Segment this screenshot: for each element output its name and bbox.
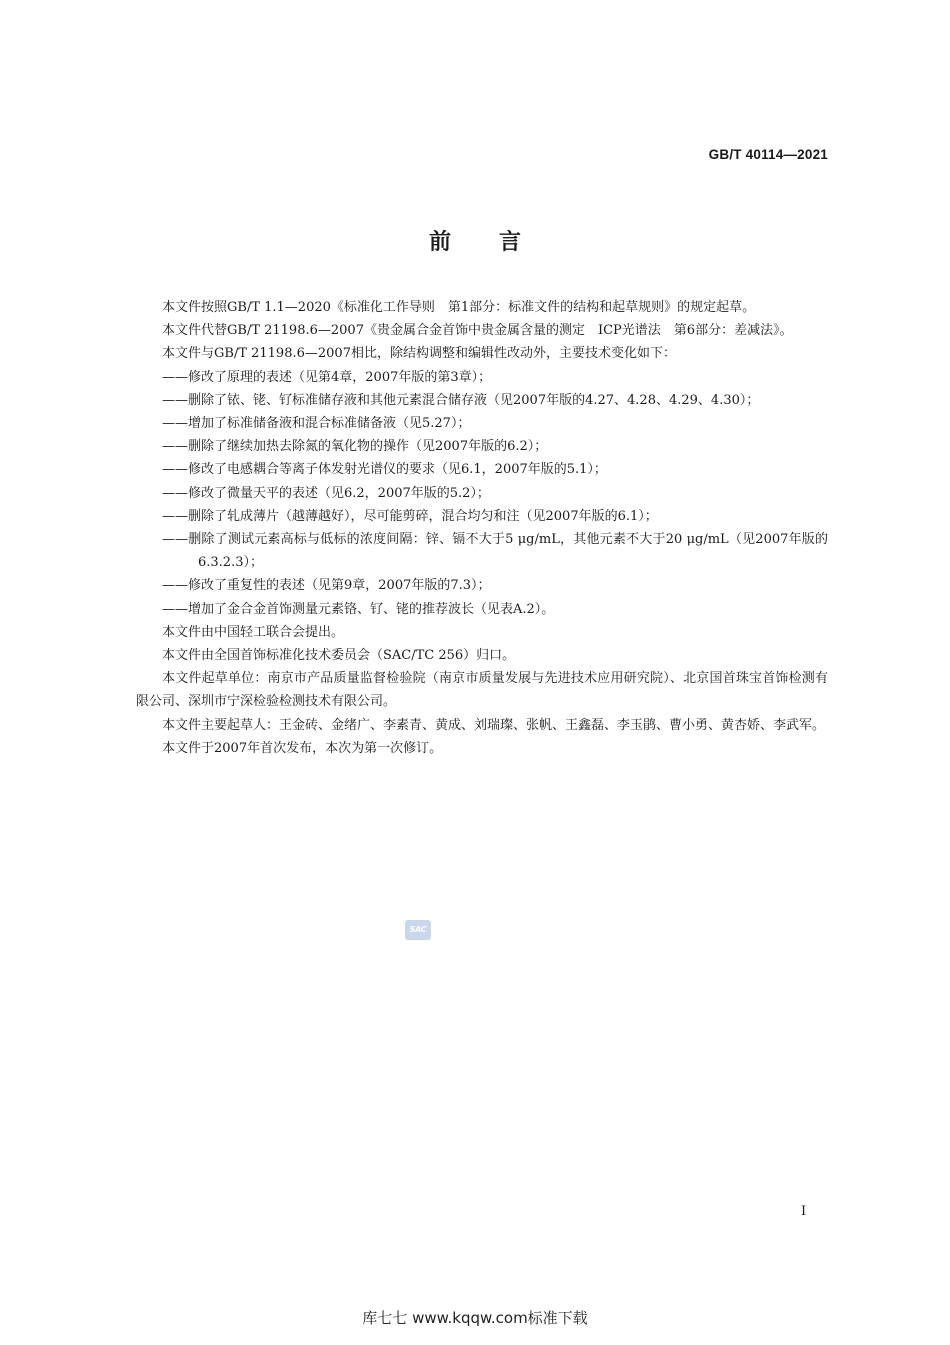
change-item: ——修改了电感耦合等离子体发射光谱仪的要求（见6.1，2007年版的5.1）； — [162, 462, 607, 478]
sac-watermark-logo: SAC — [405, 920, 431, 940]
change-item: ——删除了轧成薄片（越薄越好），尽可能剪碎，混合均匀和注（见2007年版的6.1）； — [162, 508, 658, 524]
change-item: ——增加了标准储备液和混合标准储备液（见5.27）； — [162, 416, 471, 432]
paragraph-history: 本文件于2007年首次发布，本次为第一次修订。 — [162, 740, 443, 756]
paragraph-drafting-units: 本文件起草单位：南京市产品质量监督检验院（南京市质量发展与先进技术应用研究院）、北京国首珠宝首饰检测有限公司、深圳市宁深检验检测技术有限公司。 — [136, 671, 828, 710]
change-item: ——修改了重复性的表述（见第9章，2007年版的7.3）； — [162, 578, 491, 594]
paragraph-drafters: 本文件主要起草人：王金砖、金绪广、李素青、黄成、刘瑞璨、张帆、王鑫磊、李玉鹃、曹小勇、黄杏娇、李武军。 — [162, 717, 826, 733]
page-title: 前言 — [428, 230, 569, 255]
change-item: ——修改了原理的表述（见第4章，2007年版的第3章）； — [162, 369, 492, 385]
paragraph-replaces: 本文件代替GB/T 21198.6—2007《贵金属合金首饰中贵金属含量的测定 ICP光谱法 第6部分：差减法》。 — [162, 323, 793, 339]
change-item: ——增加了金合金首饰测量元素铬、钌、铑的推荐波长（见表A.2）。 — [162, 601, 555, 617]
change-item: ——修改了微量天平的表述（见6.2，2007年版的5.2）； — [162, 485, 490, 501]
page-number: I — [801, 1204, 807, 1219]
standard-code: GB/T 40114—2021 — [708, 147, 828, 162]
paragraph-drafting-basis: 本文件按照GB/T 1.1—2020《标准化工作导则 第1部分：标准文件的结构和起草规则》的规定起草。 — [162, 300, 756, 315]
paragraph-changes-intro: 本文件与GB/T 21198.6—2007相比，除结构调整和编辑性改动外，主要技术变化如下： — [162, 346, 676, 362]
footer-download-note: 库七七 www.kqqw.com标准下载 — [362, 1309, 588, 1327]
change-item: ——删除了继续加热去除氮的氧化物的操作（见2007年版的6.2）； — [162, 439, 548, 455]
change-item: ——删除了测试元素高标与低标的浓度间隔：锌、镉不大于5 μg/mL，其他元素不大于20 μg/mL（见2007年版的6.3.2.3）； — [162, 532, 828, 571]
foreword-body — [136, 296, 828, 760]
paragraph-proposer: 本文件由中国轻工联合会提出。 — [162, 624, 345, 640]
paragraph-committee: 本文件由全国首饰标准化技术委员会（SAC/TC 256）归口。 — [162, 648, 516, 664]
change-item: ——删除了铱、铑、钌标准储存液和其他元素混合储存液（见2007年版的4.27、4.28、4.29、4.30）； — [162, 392, 760, 408]
